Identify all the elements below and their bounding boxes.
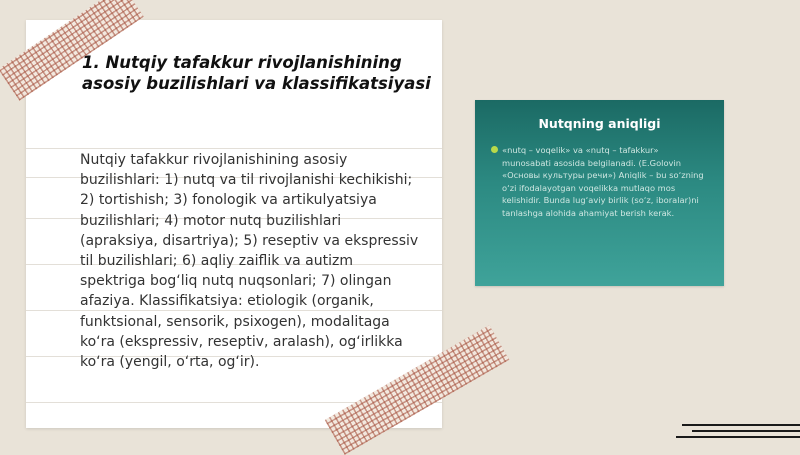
info-card bbox=[475, 100, 724, 286]
bullet-icon bbox=[491, 146, 498, 153]
paper-rule-line bbox=[26, 148, 442, 149]
decorative-lines bbox=[676, 424, 800, 444]
slide-body-text: Nutqiy tafakkur rivojlanishining asosiy buzilishlari: 1) nutq va til rivojlanishi kechikishi; 2) tortishish; 3) fonologik va artikulyatsiya buzilishlari; 4) motor nutq buzilishlari (apraksiya, disartriya); 5) reseptiv va ekspressiv til buzilishlari; 6) aqliy zaiflik va autizm spektriga bog‘liq nutq nuqsonlari; 7) olingan afaziya. Klassifikatsiya: etiologik (organik, funktsional, sensorik, psixogen), modalitaga ko‘ra (ekspressiv, reseptiv, aralash), og‘irlikka ko‘ra (yengil, o‘rta, og‘ir). bbox=[80, 152, 419, 371]
decor-line bbox=[676, 436, 800, 438]
decor-line bbox=[682, 424, 800, 426]
card-title: Nutqning aniqligi bbox=[538, 116, 661, 131]
slide-title: 1. Nutqiy tafakkur rivojlanishining asosiy buzilishlari va klassifikatsiyasi bbox=[82, 53, 431, 93]
card-text: «nutq – voqelik» va «nutq – tafakkur» munosabati asosida belgilanadi. (E.Golovin «Основы культуры речи») Aniqlik – bu so‘zning o‘zi ifodalayotgan voqelikka mutlaqo mos kelishidir. Bunda lug‘aviy birlik (so‘z, iboralar)ni tanlashga alohida ahamiyat berish kerak. bbox=[502, 145, 704, 218]
decor-line bbox=[692, 430, 800, 432]
